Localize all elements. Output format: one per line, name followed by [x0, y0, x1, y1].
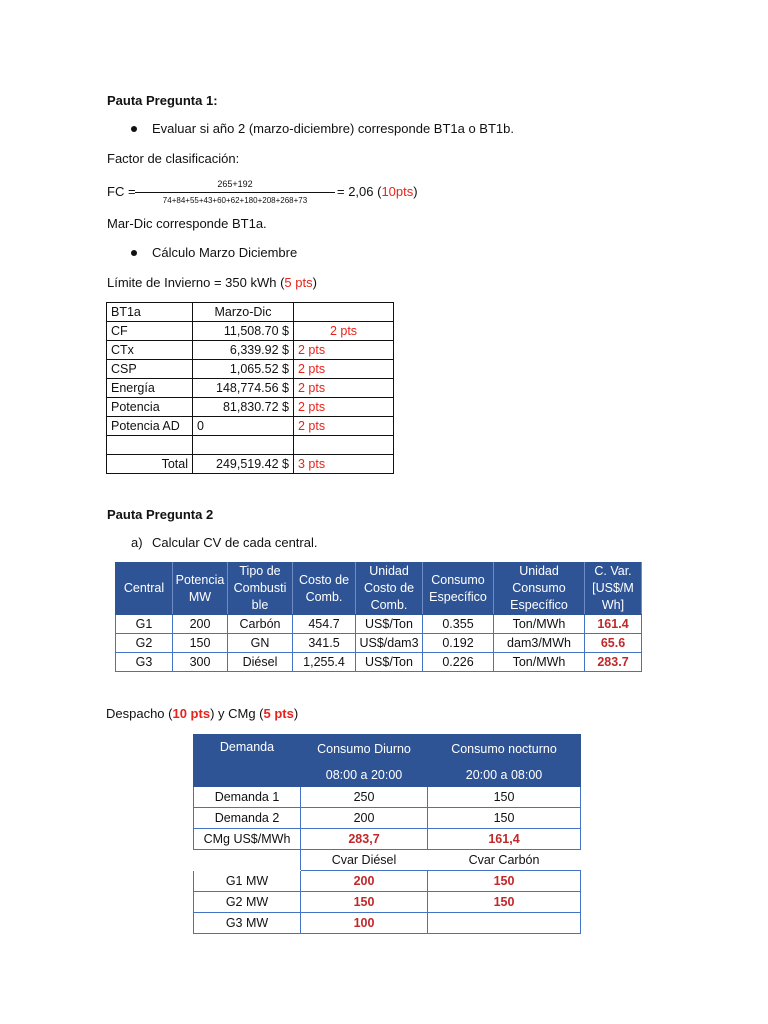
table-row: CMg US$/MWh 283,7 161,4	[194, 829, 581, 850]
fc-fraction	[135, 178, 335, 206]
header-diurno-hours: 08:00 a 20:00	[301, 764, 428, 787]
header-demanda: Demanda	[194, 735, 301, 787]
row-label: Energía	[107, 379, 193, 398]
limit-label: Límite de Invierno = 350 kWh (	[107, 275, 285, 290]
bt1a-table	[106, 302, 394, 474]
q1-bullet1: Evaluar si año 2 (marzo-diciembre) corresponde BT1a o BT1b.	[152, 121, 514, 136]
dispatch-table	[193, 734, 581, 934]
table-header-row	[194, 735, 581, 764]
q2-heading: Pauta Pregunta 2	[107, 507, 214, 522]
table-row	[107, 436, 394, 455]
header-nocturno-hours: 20:00 a 08:00	[428, 764, 581, 787]
empty-cell	[294, 436, 394, 455]
table-row	[107, 455, 394, 474]
empty-cell	[193, 436, 294, 455]
limit-text	[107, 275, 317, 290]
cmg-pts: 5 pts	[263, 706, 294, 721]
row-label: CF	[107, 322, 193, 341]
table-header-row	[116, 563, 642, 615]
fc-numerator: 265+192	[217, 179, 253, 189]
dispatch-pts: 10 pts	[172, 706, 211, 721]
table-row	[107, 379, 394, 398]
total-value: 249,519.42 $	[193, 455, 294, 474]
header-cell: Marzo-Dic	[193, 303, 294, 322]
cv-table	[115, 562, 642, 672]
empty-cell	[107, 436, 193, 455]
header-cell: Unidad Costo de Comb.	[356, 563, 423, 615]
limit-close: )	[312, 275, 317, 290]
header-cell: C. Var. [US$/M Wh]	[585, 563, 642, 615]
q1-conclusion: Mar-Dic corresponde BT1a.	[107, 216, 267, 231]
fc-denominator: 74+84+55+43+60+62+180+208+268+73	[162, 196, 308, 205]
row-label: Potencia	[107, 398, 193, 417]
header-cell: Potencia MW	[173, 563, 228, 615]
header-cell: Consumo Específico	[423, 563, 494, 615]
table-row: G1 200 Carbón 454.7 US$/Ton 0.355 Ton/MWh 161.4	[116, 615, 642, 634]
row-value: 148,774.56 $	[193, 379, 294, 398]
fc-result-value: = 2,06 (	[337, 184, 382, 199]
row-value: 1,065.52 $	[193, 360, 294, 379]
row-label: Potencia AD	[107, 417, 193, 436]
total-label: Total	[107, 455, 193, 474]
row-pts: 2 pts	[294, 398, 394, 417]
dispatch-text: Despacho (10 pts) y CMg (5 pts)	[106, 706, 299, 721]
limit-pts: 5 pts	[284, 275, 313, 290]
table-row: G3 300 Diésel 1,255.4 US$/Ton 0.226 Ton/MWh 283.7	[116, 653, 642, 672]
header-nocturno: Consumo nocturno	[428, 735, 581, 764]
header-cell: Central	[116, 563, 173, 615]
table-row	[107, 303, 394, 322]
item-a-marker: a)	[131, 535, 143, 550]
table-row	[107, 341, 394, 360]
q1-bullet2: Cálculo Marzo Diciembre	[152, 245, 298, 260]
header-cell: BT1a	[107, 303, 193, 322]
row-value: 11,508.70 $	[193, 322, 294, 341]
total-pts: 3 pts	[294, 455, 394, 474]
row-pts: 2 pts	[294, 360, 394, 379]
fc-close: )	[413, 184, 418, 199]
row-pts: 2 pts	[294, 341, 394, 360]
table-row: G3 MW 100	[194, 913, 581, 934]
table-row	[107, 360, 394, 379]
header-cell	[294, 303, 394, 322]
header-cell: Unidad Consumo Específico	[494, 563, 585, 615]
fc-pts: 10pts	[381, 184, 414, 199]
table-row	[107, 398, 394, 417]
item-a-text: Calcular CV de cada central.	[152, 535, 318, 550]
q1-heading: Pauta Pregunta 1:	[107, 93, 218, 108]
row-label: CSP	[107, 360, 193, 379]
table-row: G2 MW 150 150	[194, 892, 581, 913]
table-row	[107, 417, 394, 436]
header-diurno: Consumo Diurno	[301, 735, 428, 764]
row-label: CTx	[107, 341, 193, 360]
table-row: Demanda 2 200 150	[194, 808, 581, 829]
fc-result	[337, 184, 418, 199]
header-cell: Costo de Comb.	[293, 563, 356, 615]
row-pts: 2 pts	[294, 379, 394, 398]
table-row: Cvar Diésel Cvar Carbón	[194, 850, 581, 871]
row-value: 6,339.92 $	[193, 341, 294, 360]
table-row: G1 MW 200 150	[194, 871, 581, 892]
row-value: 0	[193, 417, 294, 436]
table-row: G2 150 GN 341.5 US$/dam3 0.192 dam3/MWh 65.6	[116, 634, 642, 653]
table-row: Demanda 1 250 150	[194, 787, 581, 808]
header-cell: Tipo de Combusti ble	[228, 563, 293, 615]
row-pts: 2 pts	[294, 417, 394, 436]
factor-label: Factor de clasificación:	[107, 151, 240, 166]
row-value: 81,830.72 $	[193, 398, 294, 417]
bullet-icon	[131, 126, 137, 132]
row-pts: 2 pts	[294, 322, 394, 341]
fc-prefix: FC =	[107, 184, 136, 199]
bullet-icon	[131, 250, 137, 256]
table-row	[107, 322, 394, 341]
